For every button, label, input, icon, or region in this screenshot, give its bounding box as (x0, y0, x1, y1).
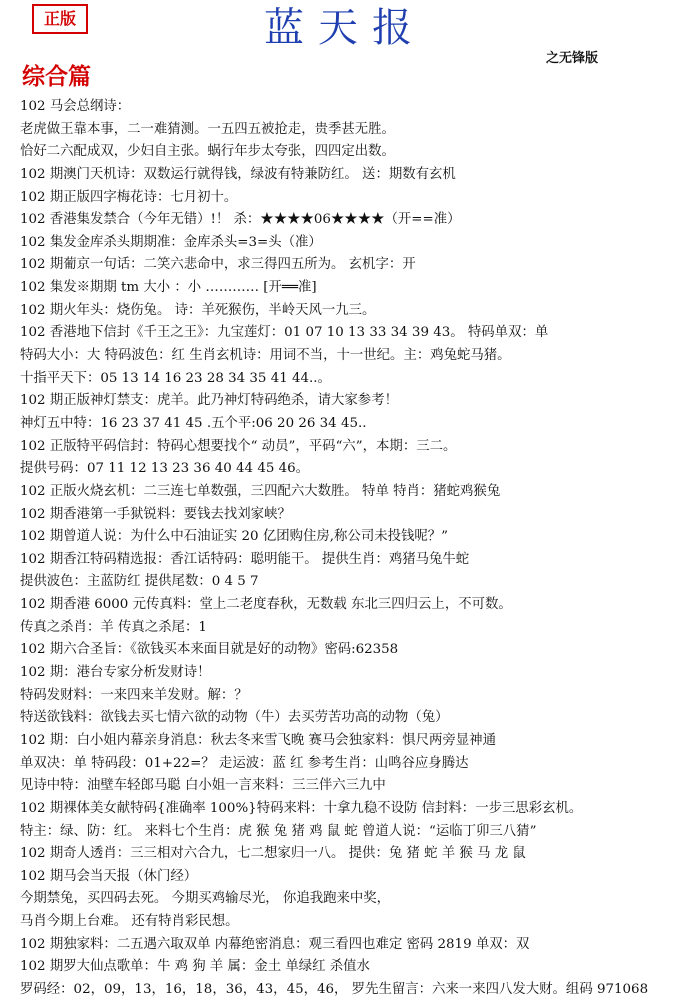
text-line: 提供号码：07 11 12 13 23 36 40 44 45 46。 (20, 461, 310, 477)
text-line: 102 马会总纲诗： (20, 99, 131, 114)
text-line: 102 期六合圣旨：《欲钱买本来面目就是好的动物》密码:62358 (20, 642, 399, 658)
text-line: 特码发财料：一来四来羊发财。解：？ (20, 687, 248, 703)
text-line: 提供波色：主蓝防红 提供尾数：0 4 5 7 (20, 574, 259, 590)
text-line: 102 集发金库杀头期期准：金库杀头=3=头（准） (20, 234, 322, 250)
text-line: 102 期：港台专家分析发财诗！ (20, 665, 211, 681)
text-line: 102 期罗大仙点歌单：牛 鸡 狗 羊 属：金土 单绿红 杀值水 (20, 959, 370, 975)
text-line: 102 期澳门天机诗：双数运行就得钱，绿波有特兼防红。 送：期数有玄机 (20, 166, 456, 182)
text-line: 今期禁兔，买四码去死。 今期买鸡输尽光， 你追我跑来中奖， (20, 891, 391, 907)
text-line: 102 香港地下信封《千王之王》：九宝莲灯：01 07 10 13 33 34 39 43。 特码单双：单 (20, 325, 549, 341)
text-line: 单双决：单 特码段：01+22=？ 走运波：蓝 红 参考生肖：山鸣谷应身腾达 (20, 755, 469, 771)
text-line: 见诗中特：油壁车轻郎马聪 白小姐一言来料：三三伴六三九中 (20, 778, 386, 794)
text-line: 102 期正版四字梅花诗：七月初十。 (20, 189, 238, 205)
text-line: 102 正版火烧玄机：二三连七单数强，三四配六大数胜。 特单 特肖：猪蛇鸡猴兔 (20, 483, 501, 499)
official-edition-badge: 正版 (32, 4, 88, 34)
text-line: 罗码经：02，09，13，16，18，36，43，45，46， 罗先生留言：六来一来四八发大财。组码 971068 (20, 981, 649, 997)
text-line: 传真之杀肖：羊 传真之杀尾：1 (20, 619, 207, 635)
text-line: 特送欲钱料：欲钱去买七情六欲的动物（牛）去买劳苦功高的动物（兔） (20, 710, 449, 726)
text-line: 102 期奇人透肖：三三相对六合九，七二想家归一八。 提供：兔 猪 蛇 羊 猴 马 龙 鼠 (20, 846, 526, 862)
text-line: 特主：绿、防：红。 来料七个生肖：虎 猴 兔 猪 鸡 鼠 蛇 曾道人说：“运临丁卯三八猜” (20, 823, 537, 839)
text-line: 102 期火年头：烧伤兔。 诗：羊死猴伤，半岭天风一九三。 (20, 302, 376, 318)
text-line: 102 期香江特码精选报：香江话特码：聪明能干。 提供生肖：鸡猪马兔牛蛇 (20, 551, 470, 567)
text-line: 102 期香港 6000 元传真料：堂上二老度春秋，无数载 东北三四归云上，不可数。 (20, 597, 512, 613)
text-line: 十指平天下：05 13 14 16 23 28 34 35 41 44..。 (20, 370, 331, 386)
text-line: 102 期正版神灯禁支：虎羊。此乃神灯特码绝杀，请大家参考！ (20, 393, 398, 409)
text-line: 102 期马会当天报（休门经） (20, 868, 198, 884)
edition-label: 之无锋版 (545, 51, 598, 66)
text-line: 马肖今期上台难。 还有特肖彩民想。 (20, 914, 239, 930)
text-line: 老虎做王靠本事，二一难猜测。一五四五被抢走，贵季甚无胜。 (20, 121, 395, 137)
text-line: 102 集发※期期 tm 大小 ：小 ………… [开══准] (20, 280, 317, 296)
text-line: 102 期裸体美女献特码{准确率 100%}特码来料：十拿九稳不设防 信封料：一步三思彩玄机。 (20, 800, 583, 816)
text-line: 神灯五中特：16 23 37 41 45 .五个平:06 20 26 34 45.. (20, 415, 367, 431)
page-title: 蓝天报 (264, 5, 426, 51)
article-body (20, 96, 684, 1002)
text-line: 102 香港集发禁合（今年无错）!！ 杀：★★★★06★★★★（开==准） (20, 212, 461, 228)
text-line: 102 期葡京一句话：二笑六悲命中，求三得四五所为。 玄机字：开 (20, 257, 416, 273)
text-line: 特码大小：大 特码波色：红 生肖玄机诗：用词不当，十一世纪。主：鸡兔蛇马猪。 (20, 348, 511, 364)
section-heading: 综合篇 (22, 64, 91, 90)
text-line: 102 正版特平码信封：特码心想要找个“ 动员”，平码“六”，本期：三二。 (20, 438, 457, 454)
text-line: 102 期曾道人说：为什么中石油证实 20 亿团购住房,称公司未投钱呢？” (20, 529, 449, 545)
text-line: 102 期独家料：二五遇六取双单 内幕绝密消息：观三看四也难定 密码 2819 单双：双 (20, 936, 530, 952)
text-line: 102 期香港第一手狱锐料：要钱去找刘家峡？ (20, 506, 291, 522)
text-line: 102 期：白小姐内幕亲身消息：秋去冬来雪飞晚 赛马会独家料：惧尺两旁显神通 (20, 732, 496, 748)
text-line: 恰好二六配成双，少妇自主张。蜗行年步太夸张，四四定出数。 (20, 144, 395, 160)
